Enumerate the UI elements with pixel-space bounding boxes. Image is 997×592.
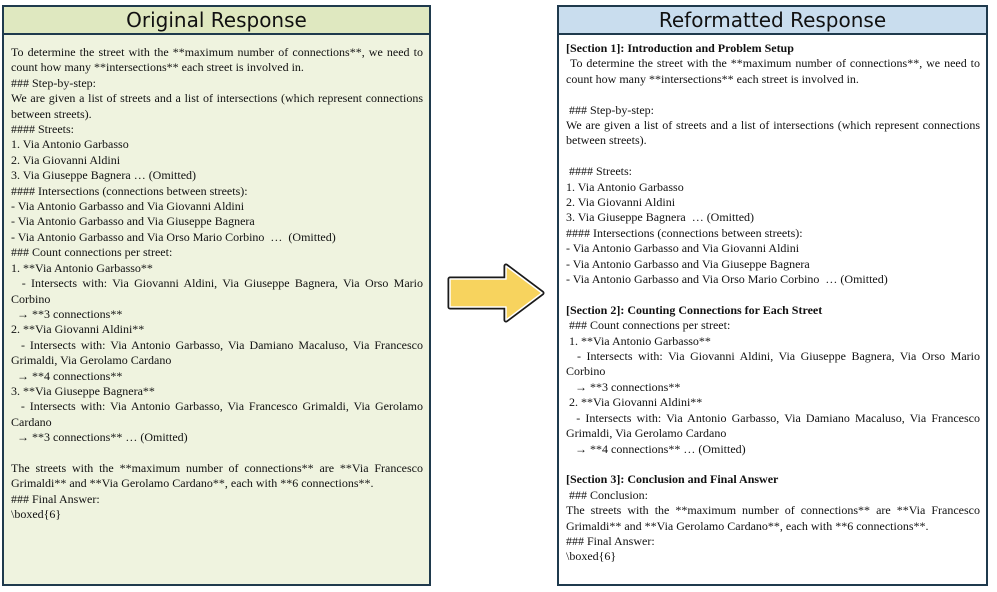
spacer	[566, 149, 980, 164]
text-line: 2. **Via Giovanni Aldini**	[566, 395, 703, 410]
reformatted-response-panel	[557, 5, 988, 586]
right-arrow-icon	[446, 262, 546, 324]
text-line: 1. **Via Antonio Garbasso**	[11, 260, 153, 275]
text-line: 2. **Via Giovanni Aldini**	[11, 322, 145, 337]
text-line: - Via Antonio Garbasso and Via Orso Mario Corbino … (Omitted)	[566, 272, 888, 287]
text-line: To determine the street with the **maximum number of connections**, we need to count how many **intersections** each street is involved in.	[11, 45, 426, 75]
text-line: - Via Antonio Garbasso and Via Giuseppe Bagnera	[566, 256, 810, 271]
text-line: - Intersects with: Via Antonio Garbasso, Via Damiano Macaluso, Via Francesco Grimaldi, Via Gerolamo Cardano	[11, 337, 427, 368]
text-line: - Intersects with: Via Antonio Garbasso, Via Francesco Grimaldi, Via Gerolamo Cardano	[11, 399, 427, 429]
text-line: #### Streets:	[566, 164, 632, 179]
text-line: 3. Via Giuseppe Bagnera … (Omitted)	[11, 168, 197, 183]
text-line: → **3 connections**	[11, 306, 123, 321]
text-line: ### Final Answer:	[11, 491, 100, 506]
text-line: \boxed{6}	[11, 507, 62, 522]
text-line: - Via Antonio Garbasso and Via Orso Mario Corbino … (Omitted)	[11, 229, 336, 244]
text-line: - Via Antonio Garbasso and Via Giovanni Aldini	[11, 199, 245, 214]
text-line: ### Count connections per street:	[11, 245, 173, 260]
text-line: 1. Via Antonio Garbasso	[566, 179, 684, 194]
text-line: 2. Via Giovanni Aldini	[11, 152, 121, 167]
text-line: ### Step-by-step:	[11, 75, 96, 90]
text-line: → **4 connections** … (Omitted)	[566, 441, 746, 456]
text-line: \boxed{6}	[566, 549, 617, 564]
section-heading: [Section 1]: Introduction and Problem Setup	[566, 41, 794, 55]
text-line: To determine the street with the **maximum number of connections**, we need to count how many **intersections** each street is involved in.	[566, 56, 984, 86]
spacer	[566, 87, 980, 102]
spacer	[11, 446, 423, 461]
text-line: #### Streets:	[11, 122, 74, 137]
text-line: We are given a list of streets and a list of intersections (which represent connections between streets).	[11, 91, 426, 121]
text-line: 1. **Via Antonio Garbasso**	[566, 333, 711, 348]
text-line: #### Intersections (connections between streets):	[566, 225, 803, 240]
text-line: The streets with the **maximum number of connections** are **Via Francesco Grimaldi** and **Via Gerolamo Cardano**, each with **6 connections**.	[566, 503, 983, 533]
text-line: 1. Via Antonio Garbasso	[11, 137, 129, 152]
spacer	[566, 457, 980, 472]
text-line: ### Final Answer:	[566, 533, 655, 548]
text-line: ### Count connections per street:	[566, 318, 731, 333]
original-response-title: Original Response	[4, 7, 429, 35]
text-line: - Via Antonio Garbasso and Via Giuseppe Bagnera	[11, 214, 255, 229]
text-line: - Intersects with: Via Giovanni Aldini, Via Giuseppe Bagnera, Via Orso Mario Corbino	[11, 276, 426, 306]
section-heading: [Section 2]: Counting Connections for Each Street	[566, 302, 823, 317]
text-line: 3. **Via Giuseppe Bagnera**	[11, 383, 155, 398]
text-line: → **3 connections** … (Omitted)	[11, 430, 188, 445]
reformatted-response-content	[559, 35, 986, 565]
section-heading: [Section 3]: Conclusion and Final Answer	[566, 472, 779, 487]
text-line: → **4 connections**	[11, 368, 123, 383]
original-response-content	[4, 35, 429, 523]
text-line: The streets with the **maximum number of connections** are **Via Francesco Grimaldi** and **Via Gerolamo Cardano**, each with **6 connections**.	[11, 460, 426, 491]
spacer	[566, 287, 980, 302]
text-line: - Intersects with: Via Giovanni Aldini, Via Giuseppe Bagnera, Via Orso Mario Corbino	[566, 349, 984, 379]
text-line: ### Step-by-step:	[566, 102, 654, 117]
text-line: #### Intersections (connections between streets):	[11, 183, 248, 198]
reformatted-response-title: Reformatted Response	[559, 7, 986, 35]
text-line: ### Conclusion:	[566, 487, 649, 502]
text-line: We are given a list of streets and a list of intersections (which represent connections between streets).	[566, 118, 983, 148]
original-response-panel	[2, 5, 431, 586]
text-line: 2. Via Giovanni Aldini	[566, 195, 676, 210]
text-line: - Via Antonio Garbasso and Via Giovanni Aldini	[566, 241, 800, 256]
text-line: - Intersects with: Via Antonio Garbasso, Via Damiano Macaluso, Via Francesco Grimaldi, Via Gerolamo Cardano	[566, 410, 983, 441]
text-line: 3. Via Giuseppe Bagnera … (Omitted)	[566, 210, 755, 225]
text-line: → **3 connections**	[566, 379, 681, 394]
